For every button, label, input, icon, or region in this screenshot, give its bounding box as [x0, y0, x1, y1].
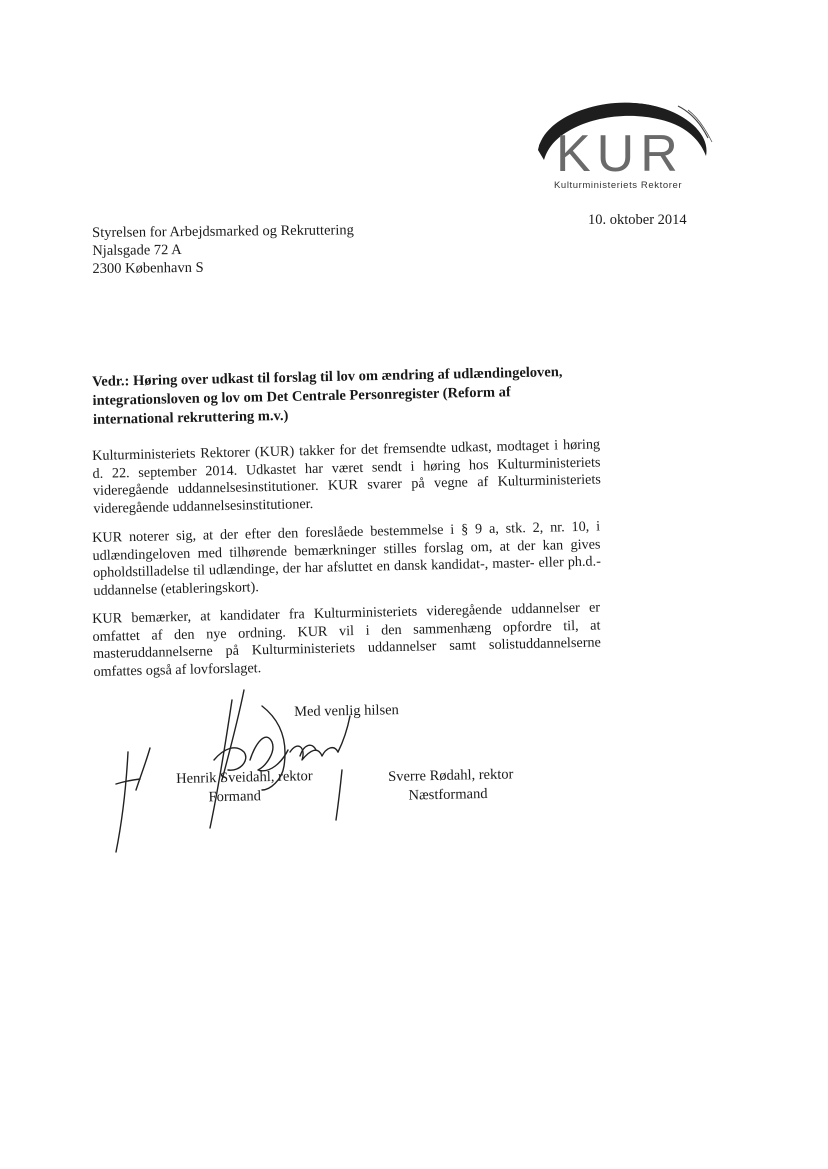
signature-mark — [290, 746, 338, 760]
signature-mark — [210, 700, 232, 828]
signatory-role: Formand — [208, 788, 262, 806]
logo-letters: KUR — [556, 125, 684, 183]
signatory-right — [388, 765, 514, 806]
signature-mark — [222, 690, 244, 780]
signature-mark — [116, 752, 128, 852]
paragraph-text: Kulturministeriets Rektorer (KUR) takker for det fremsendte udkast, modtaget i høring d. 22. september 2014. Udkastet har været sendt i høring hos Kulturministeriets videregående uddannelsesinstitutioner. KUR svarer på vegne af Kulturministeriets videregående uddannelsesinstitutioner. — [92, 436, 602, 517]
signature-mark — [336, 770, 342, 820]
signatory-name: Henrik Sveidahl, rektor — [176, 768, 313, 787]
signatory-role: Næstformand — [408, 785, 488, 804]
letter-date: 10. oktober 2014 — [588, 212, 687, 228]
recipient-line: 2300 København S — [92, 259, 204, 277]
paragraph-text: KUR noterer sig, at der efter den foreslåede bestemmelse i § 9 a, stk. 2, nr. 10, i udlændingeloven med tilhørende bemærkninger stilles forslag om, at der kan gives opholdstilladelse til udlændinge, der har afsluttet en dansk kandidat-, master- eller ph.d.-uddannelse (etableringskort). — [92, 518, 602, 599]
body-paragraph — [92, 436, 601, 518]
signature-mark — [250, 737, 288, 771]
body-paragraph — [92, 599, 601, 681]
kur-logo — [528, 88, 718, 198]
recipient-line: Njalsgade 72 A — [92, 242, 182, 259]
signature-mark — [338, 716, 350, 752]
logo-subtitle: Kulturministeriets Rektorer — [554, 180, 683, 191]
closing-greeting: Med venlig hilsen — [294, 702, 399, 720]
subject-heading: Vedr.: Høring over udkast til forslag til lov om ændring af udlændingeloven, integrationsloven og lov om Det Centrale Personregister (Reform af international rekruttering m.v.) — [92, 364, 563, 428]
signatory-left — [176, 767, 313, 808]
signature-mark — [300, 745, 316, 756]
body-paragraph — [92, 518, 601, 600]
recipient-line: Styrelsen for Arbejdsmarked og Rekruttering — [92, 222, 354, 241]
signatory-name: Sverre Rødahl, rektor — [388, 766, 514, 785]
paragraph-text: KUR bemærker, at kandidater fra Kulturministeriets videregående uddannelser er omfattet af den nye ordning. KUR vil i den sammenhæng opfordre til, at masteruddannelserne på Kulturministeriets uddannelser samt solistuddannelserne omfattes også af lovforslaget. — [92, 599, 602, 680]
signature-mark — [214, 748, 246, 770]
recipient-address — [92, 221, 354, 278]
signature-mark — [136, 748, 150, 790]
signature-mark — [116, 779, 140, 784]
